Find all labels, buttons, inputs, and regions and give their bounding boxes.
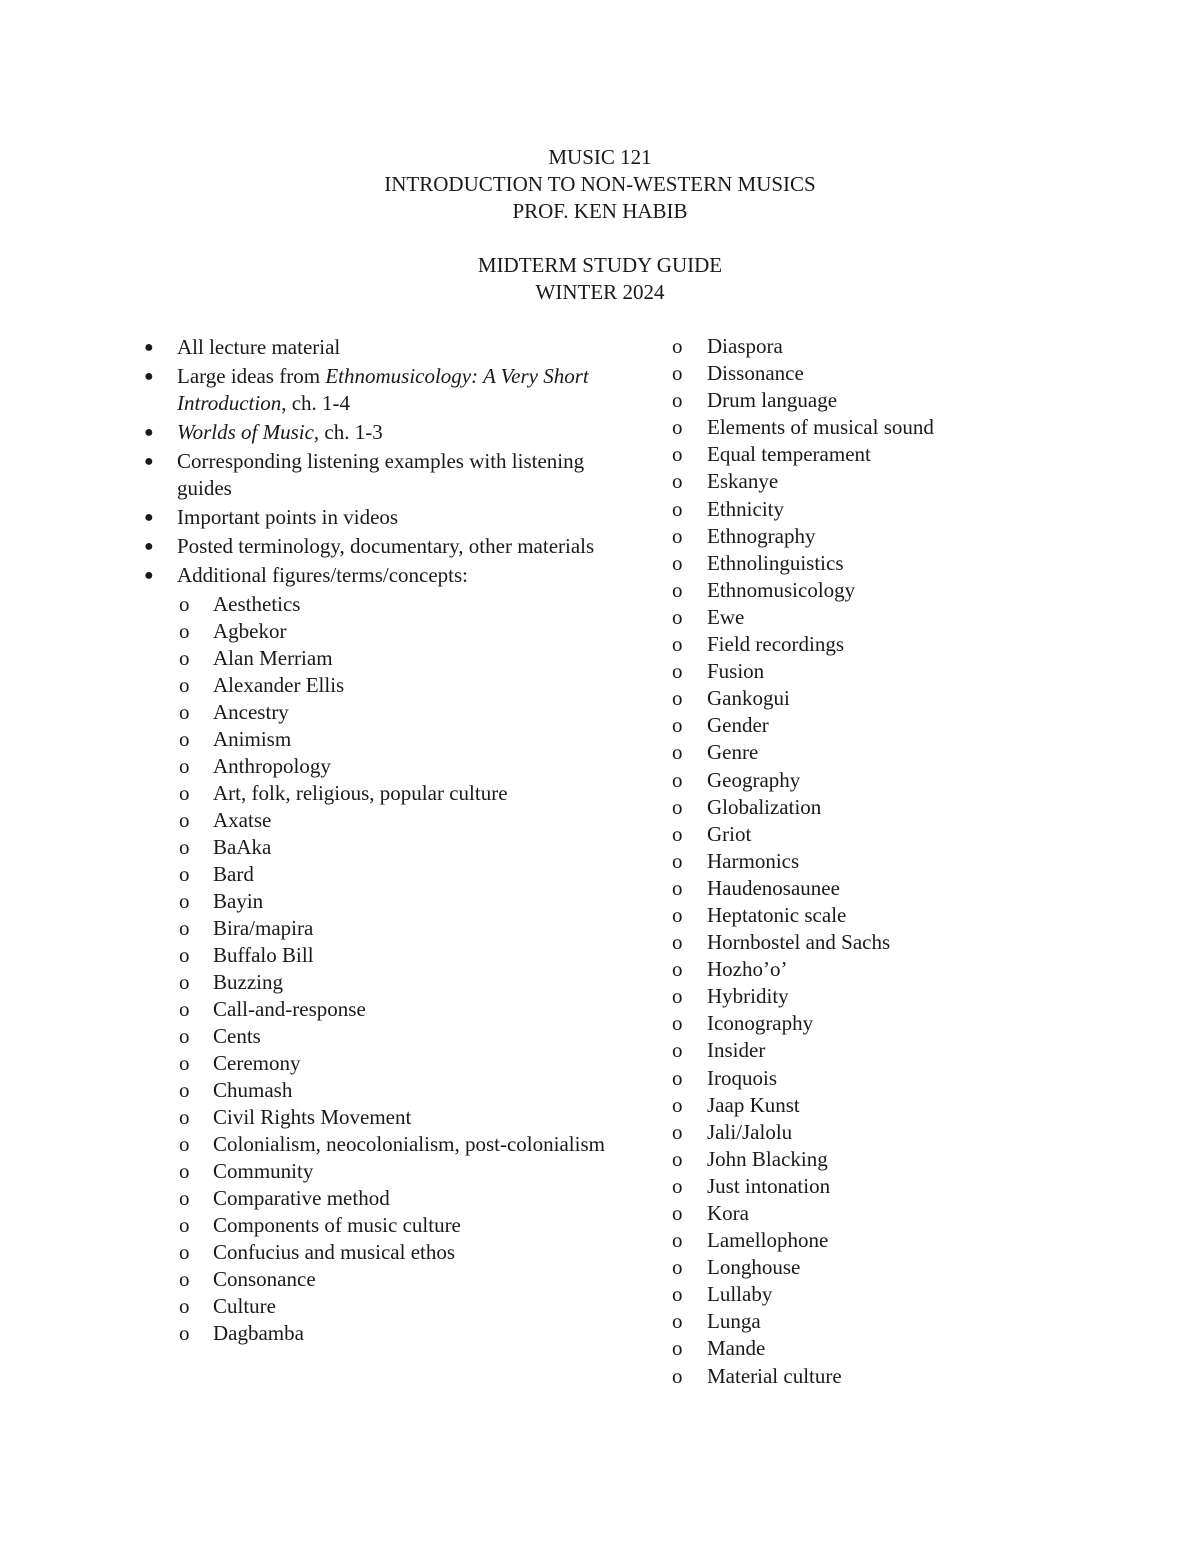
- term-item: [142, 1185, 612, 1212]
- term-text: Art, folk, religious, popular culture: [213, 781, 508, 805]
- term-item: [670, 983, 1090, 1010]
- term-text: Community: [213, 1159, 314, 1183]
- bullet-marker: ●: [144, 509, 154, 526]
- term-text: Ethnolinguistics: [707, 550, 844, 575]
- term-item: [142, 753, 612, 780]
- sub-bullet-marker: o: [179, 727, 190, 751]
- term-item: [670, 848, 1090, 875]
- term-item: [142, 1212, 612, 1239]
- term-item: [142, 1266, 612, 1293]
- bullet-item: ● Posted terminology, documentary, other materials: [144, 534, 595, 558]
- term-item: [670, 1200, 1090, 1227]
- term-text: Ethnography: [707, 523, 816, 548]
- term-text: Consonance: [213, 1267, 316, 1291]
- sub-bullet-marker: o: [179, 889, 190, 913]
- term-text: Just intonation: [707, 1173, 831, 1198]
- term-text: Jaap Kunst: [707, 1092, 800, 1117]
- term-text: Bira/mapira: [213, 916, 314, 940]
- term-item: [670, 523, 1090, 550]
- term-text: Diaspora: [707, 334, 783, 358]
- term-text: Dissonance: [707, 361, 804, 386]
- sub-bullet-marker: o: [672, 1119, 683, 1144]
- sub-bullet-marker: o: [672, 1201, 683, 1225]
- term-item: [670, 712, 1090, 739]
- term-text: Field recordings: [707, 632, 845, 657]
- term-text: Drum language: [707, 388, 838, 413]
- sub-bullet-marker: o: [672, 577, 683, 602]
- term-item: [670, 794, 1090, 821]
- term-text: Buzzing: [213, 970, 283, 994]
- term-item: [142, 861, 612, 888]
- term-text: Culture: [213, 1294, 276, 1318]
- sub-bullet-marker: o: [672, 1092, 683, 1117]
- sub-bullet-marker: o: [672, 550, 683, 575]
- term-item: [670, 1335, 1090, 1362]
- term-item: [670, 550, 1090, 577]
- sub-bullet-marker: o: [672, 1309, 683, 1334]
- sub-bullet-marker: o: [179, 943, 190, 967]
- term-item: [670, 1308, 1090, 1335]
- sub-bullet-marker: o: [179, 1213, 190, 1237]
- term-item: [142, 672, 612, 699]
- term-text: Call-and-response: [213, 997, 366, 1021]
- term-item: [670, 929, 1090, 956]
- term-item: [142, 1023, 612, 1050]
- term-text: Bayin: [213, 889, 264, 913]
- term-item: [670, 658, 1090, 685]
- term-text: Aesthetics: [213, 592, 301, 616]
- term-item: [142, 1131, 612, 1158]
- sub-bullet-marker: o: [179, 835, 190, 859]
- sub-bullet-marker: o: [179, 808, 190, 832]
- sub-bullet-marker: o: [179, 862, 190, 886]
- term-text: Gankogui: [707, 686, 790, 711]
- term-item: [670, 739, 1090, 766]
- term-item: [670, 1146, 1090, 1173]
- term-text: Components of music culture: [213, 1213, 461, 1237]
- term-label: WINTER 2024: [535, 280, 665, 304]
- sub-bullet-marker: o: [672, 984, 683, 1009]
- term-item: [670, 496, 1090, 523]
- sub-bullet-marker: o: [179, 619, 190, 643]
- term-text: Kora: [707, 1201, 749, 1225]
- sub-bullet-marker: o: [672, 713, 683, 738]
- sub-bullet-marker: o: [672, 469, 683, 494]
- sub-bullet-marker: o: [672, 794, 683, 819]
- sub-bullet-marker: o: [179, 1159, 190, 1183]
- sub-bullet-marker: o: [179, 970, 190, 994]
- term-text: Iroquois: [707, 1065, 777, 1090]
- sub-bullet-marker: o: [672, 686, 683, 711]
- sub-bullet-marker: o: [672, 1282, 683, 1307]
- term-text: Iconography: [707, 1011, 814, 1036]
- term-item: [142, 1050, 612, 1077]
- sub-bullet-marker: o: [672, 604, 683, 629]
- term-item: [142, 915, 612, 942]
- sub-bullet-marker: o: [672, 1011, 683, 1036]
- sub-bullet-marker: o: [672, 1336, 683, 1361]
- term-text: Bard: [213, 862, 254, 886]
- term-item: [142, 942, 612, 969]
- term-text: Gender: [707, 713, 769, 738]
- term-text: Civil Rights Movement: [213, 1105, 412, 1129]
- term-item: [670, 1119, 1090, 1146]
- sub-bullet-marker: o: [672, 442, 683, 467]
- sub-bullet-marker: o: [179, 1294, 190, 1318]
- term-text: Globalization: [707, 794, 822, 819]
- term-text: Alan Merriam: [213, 646, 333, 670]
- sub-bullet-marker: o: [179, 592, 190, 616]
- term-item: [670, 1173, 1090, 1200]
- course-number: MUSIC 121: [548, 145, 652, 169]
- sub-bullet-marker: o: [179, 1240, 190, 1264]
- term-text: Dagbamba: [213, 1321, 304, 1345]
- term-item: [142, 969, 612, 996]
- term-text: Genre: [707, 740, 759, 765]
- term-text: Haudenosaunee: [707, 875, 840, 900]
- term-text: Chumash: [213, 1078, 293, 1102]
- bullet-marker: ●: [144, 538, 154, 555]
- term-text: Longhouse: [707, 1255, 801, 1280]
- sub-bullet-marker: o: [672, 632, 683, 657]
- sub-bullet-marker: o: [672, 821, 683, 846]
- sub-bullet-marker: o: [179, 1321, 190, 1345]
- term-text: Material culture: [707, 1363, 842, 1388]
- bullet-item: ● Worlds of Music, ch. 1-3: [144, 420, 383, 444]
- term-item: [670, 1092, 1090, 1119]
- sub-bullet-marker: o: [672, 1146, 683, 1171]
- term-text: Axatse: [213, 808, 272, 832]
- term-item: [670, 468, 1090, 495]
- term-text: Eskanye: [707, 469, 779, 494]
- term-text: Heptatonic scale: [707, 902, 847, 927]
- term-text: Mande: [707, 1336, 766, 1361]
- sub-bullet-marker: o: [672, 334, 683, 358]
- sub-bullet-marker: o: [672, 1173, 683, 1198]
- bullet-marker: ●: [144, 339, 154, 356]
- professor-name: PROF. KEN HABIB: [512, 199, 688, 223]
- sub-bullet-marker: o: [672, 1038, 683, 1063]
- term-item: [670, 767, 1090, 794]
- right-term-list: [670, 333, 1090, 1390]
- term-item: [142, 1104, 612, 1131]
- term-text: John Blacking: [707, 1146, 828, 1171]
- bullet-item: ● Corresponding listening examples with listening guides: [144, 449, 585, 500]
- term-item: [142, 1158, 612, 1185]
- sub-bullet-marker: o: [672, 767, 683, 792]
- term-item: [142, 699, 612, 726]
- term-item: [142, 888, 612, 915]
- term-item: [142, 1293, 612, 1320]
- term-item: [670, 577, 1090, 604]
- term-item: [670, 631, 1090, 658]
- sub-bullet-marker: o: [179, 1132, 190, 1156]
- term-item: [670, 1363, 1090, 1390]
- term-item: [670, 387, 1090, 414]
- term-text: Ethnicity: [707, 496, 784, 521]
- term-text: Ewe: [707, 604, 745, 629]
- term-item: [670, 414, 1090, 441]
- term-item: [142, 996, 612, 1023]
- term-text: Elements of musical sound: [707, 415, 934, 440]
- sub-bullet-marker: o: [672, 388, 683, 413]
- right-column: [670, 333, 1090, 1390]
- bullet-marker: ●: [144, 424, 154, 441]
- term-text: Confucius and musical ethos: [213, 1240, 456, 1264]
- term-item: [670, 1010, 1090, 1037]
- term-item: [142, 645, 612, 672]
- term-item: [142, 591, 612, 618]
- term-text: Hornbostel and Sachs: [707, 930, 891, 955]
- term-item: [142, 834, 612, 861]
- term-item: [670, 1281, 1090, 1308]
- term-text: Lullaby: [707, 1282, 773, 1307]
- sub-bullet-marker: o: [672, 659, 683, 684]
- left-column: [142, 334, 612, 1347]
- book-title: Worlds of Music: [177, 420, 314, 444]
- sub-bullet-marker: o: [672, 740, 683, 765]
- bullet-marker: ●: [144, 567, 154, 584]
- bullet-item: ● Large ideas from Ethnomusicology: A Very Short Introduction, ch. 1-4: [144, 364, 589, 415]
- term-text: Ancestry: [213, 700, 289, 724]
- term-item: [142, 1239, 612, 1266]
- term-text: Animism: [213, 727, 292, 751]
- term-item: [670, 1254, 1090, 1281]
- sub-bullet-marker: o: [179, 997, 190, 1021]
- sub-bullet-marker: o: [179, 646, 190, 670]
- sub-bullet-marker: o: [179, 1051, 190, 1075]
- term-text: Agbekor: [213, 619, 287, 643]
- document-header: [0, 144, 1200, 306]
- term-item: [670, 1037, 1090, 1064]
- sub-bullet-marker: o: [672, 930, 683, 955]
- sub-bullet-marker: o: [672, 1228, 683, 1253]
- term-text: Ceremony: [213, 1051, 301, 1075]
- sub-bullet-marker: o: [179, 1267, 190, 1291]
- sub-bullet-marker: o: [672, 496, 683, 521]
- sub-bullet-marker: o: [179, 1078, 190, 1102]
- term-item: [670, 604, 1090, 631]
- term-item: [142, 1077, 612, 1104]
- sub-bullet-marker: o: [179, 1024, 190, 1048]
- guide-title: MIDTERM STUDY GUIDE: [477, 253, 723, 277]
- sub-bullet-marker: o: [672, 875, 683, 900]
- term-item: [670, 821, 1090, 848]
- term-text: Buffalo Bill: [213, 943, 314, 967]
- term-text: Insider: [707, 1038, 766, 1063]
- bullet-item: ● Additional figures/terms/concepts:: [144, 563, 469, 587]
- term-item: [142, 780, 612, 807]
- sub-bullet-marker: o: [179, 673, 190, 697]
- term-text: Colonialism, neocolonialism, post-colonialism: [213, 1132, 605, 1156]
- sub-bullet-marker: o: [672, 957, 683, 982]
- bullet-marker: ●: [144, 453, 154, 470]
- term-text: Hybridity: [707, 984, 789, 1009]
- term-item: [670, 1227, 1090, 1254]
- term-item: [670, 902, 1090, 929]
- term-text: Comparative method: [213, 1186, 390, 1210]
- sub-bullet-marker: o: [672, 1255, 683, 1280]
- bullet-item: ● Important points in videos: [144, 505, 399, 529]
- term-text: Anthropology: [213, 754, 331, 778]
- left-term-list: [142, 591, 612, 1347]
- term-text: Griot: [707, 821, 752, 846]
- term-text: Jali/Jalolu: [707, 1119, 793, 1144]
- term-text: Ethnomusicology: [707, 577, 856, 602]
- sub-bullet-marker: o: [179, 916, 190, 940]
- term-item: [670, 875, 1090, 902]
- sub-bullet-marker: o: [672, 902, 683, 927]
- term-item: [142, 618, 612, 645]
- sub-bullet-marker: o: [672, 1065, 683, 1090]
- course-title: INTRODUCTION TO NON-WESTERN MUSICS: [384, 172, 816, 196]
- term-text: Alexander Ellis: [213, 673, 345, 697]
- term-item: [670, 441, 1090, 468]
- term-text: Fusion: [707, 659, 765, 684]
- sub-bullet-marker: o: [672, 848, 683, 873]
- sub-bullet-marker: o: [672, 415, 683, 440]
- bullet-marker: ●: [144, 368, 154, 385]
- term-item: [142, 726, 612, 753]
- bullet-list: [142, 334, 612, 589]
- term-text: Lunga: [707, 1309, 761, 1334]
- sub-bullet-marker: o: [672, 1363, 683, 1388]
- sub-bullet-marker: o: [179, 1186, 190, 1210]
- sub-bullet-marker: o: [179, 1105, 190, 1129]
- term-text: Geography: [707, 767, 801, 792]
- sub-bullet-marker: o: [672, 523, 683, 548]
- sub-bullet-marker: o: [672, 361, 683, 386]
- bullet-item: ● All lecture material: [144, 335, 341, 359]
- term-item: [670, 360, 1090, 387]
- book-title: Ethnomusicology: A Very Short Introduction: [177, 364, 589, 415]
- term-item: [670, 333, 1090, 360]
- term-item: [670, 1065, 1090, 1092]
- term-item: [670, 956, 1090, 983]
- term-text: Hozho’o’: [707, 957, 788, 982]
- sub-bullet-marker: o: [179, 700, 190, 724]
- term-text: BaAka: [213, 835, 272, 859]
- term-text: Lamellophone: [707, 1228, 829, 1253]
- sub-bullet-marker: o: [179, 754, 190, 778]
- sub-bullet-marker: o: [179, 781, 190, 805]
- term-text: Equal temperament: [707, 442, 871, 467]
- term-text: Harmonics: [707, 848, 800, 873]
- term-text: Cents: [213, 1024, 261, 1048]
- term-item: [142, 1320, 612, 1347]
- term-item: [142, 807, 612, 834]
- term-item: [670, 685, 1090, 712]
